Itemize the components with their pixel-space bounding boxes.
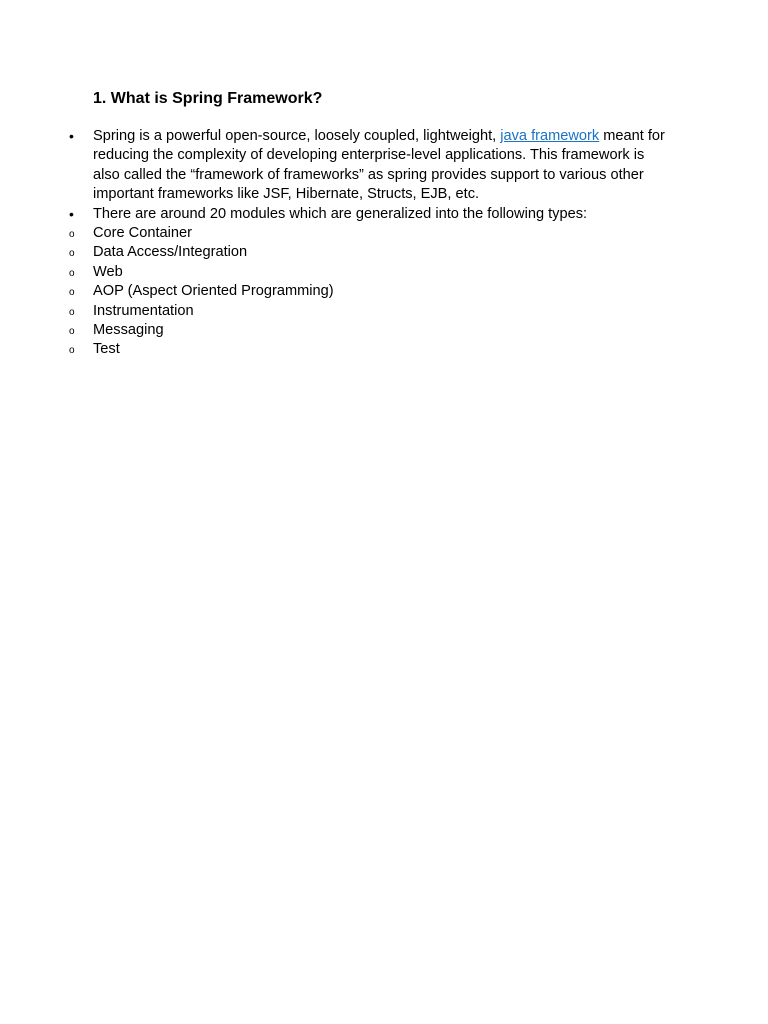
description-text-before-link: Spring is a powerful open-source, loosely coupled, lightweight, bbox=[93, 128, 501, 144]
disc-bullet-icon: • bbox=[69, 205, 74, 222]
module-label: AOP (Aspect Oriented Programming) bbox=[93, 283, 334, 300]
module-item bbox=[0, 302, 669, 321]
module-item bbox=[0, 263, 669, 282]
module-label: Core Container bbox=[93, 225, 192, 242]
module-item bbox=[0, 224, 669, 243]
circle-bullet-icon: o bbox=[69, 248, 75, 260]
circle-bullet-icon: o bbox=[69, 326, 75, 338]
module-item bbox=[0, 282, 669, 301]
description-text-after-link: meant for reducing the complexity of developing enterprise-level applications. This framework is also called the “framework of frameworks” as spring provides support to various other important frameworks like JSF, Hibernate, Structs, EJB, etc. bbox=[93, 128, 665, 203]
content-list bbox=[0, 127, 768, 360]
module-item bbox=[0, 321, 669, 340]
circle-bullet-icon: o bbox=[69, 287, 75, 299]
disc-bullet-icon: • bbox=[69, 128, 74, 144]
section-heading: 1. What is Spring Framework? bbox=[93, 90, 323, 107]
list-item-description bbox=[0, 127, 669, 205]
circle-bullet-icon: o bbox=[69, 229, 75, 241]
modules-intro-text: There are around 20 modules which are generalized into the following types: bbox=[93, 205, 588, 222]
circle-bullet-icon: o bbox=[69, 345, 75, 357]
circle-bullet-icon: o bbox=[69, 267, 75, 279]
module-label: Instrumentation bbox=[93, 302, 194, 319]
module-label: Test bbox=[93, 341, 120, 358]
module-label: Messaging bbox=[93, 322, 164, 339]
list-item-modules-intro bbox=[0, 205, 669, 224]
circle-bullet-icon: o bbox=[69, 306, 75, 318]
module-label: Data Access/Integration bbox=[93, 244, 248, 261]
module-label: Web bbox=[93, 263, 123, 280]
module-item bbox=[0, 340, 669, 359]
module-item bbox=[0, 243, 669, 262]
java-framework-link[interactable]: java framework bbox=[500, 128, 600, 144]
